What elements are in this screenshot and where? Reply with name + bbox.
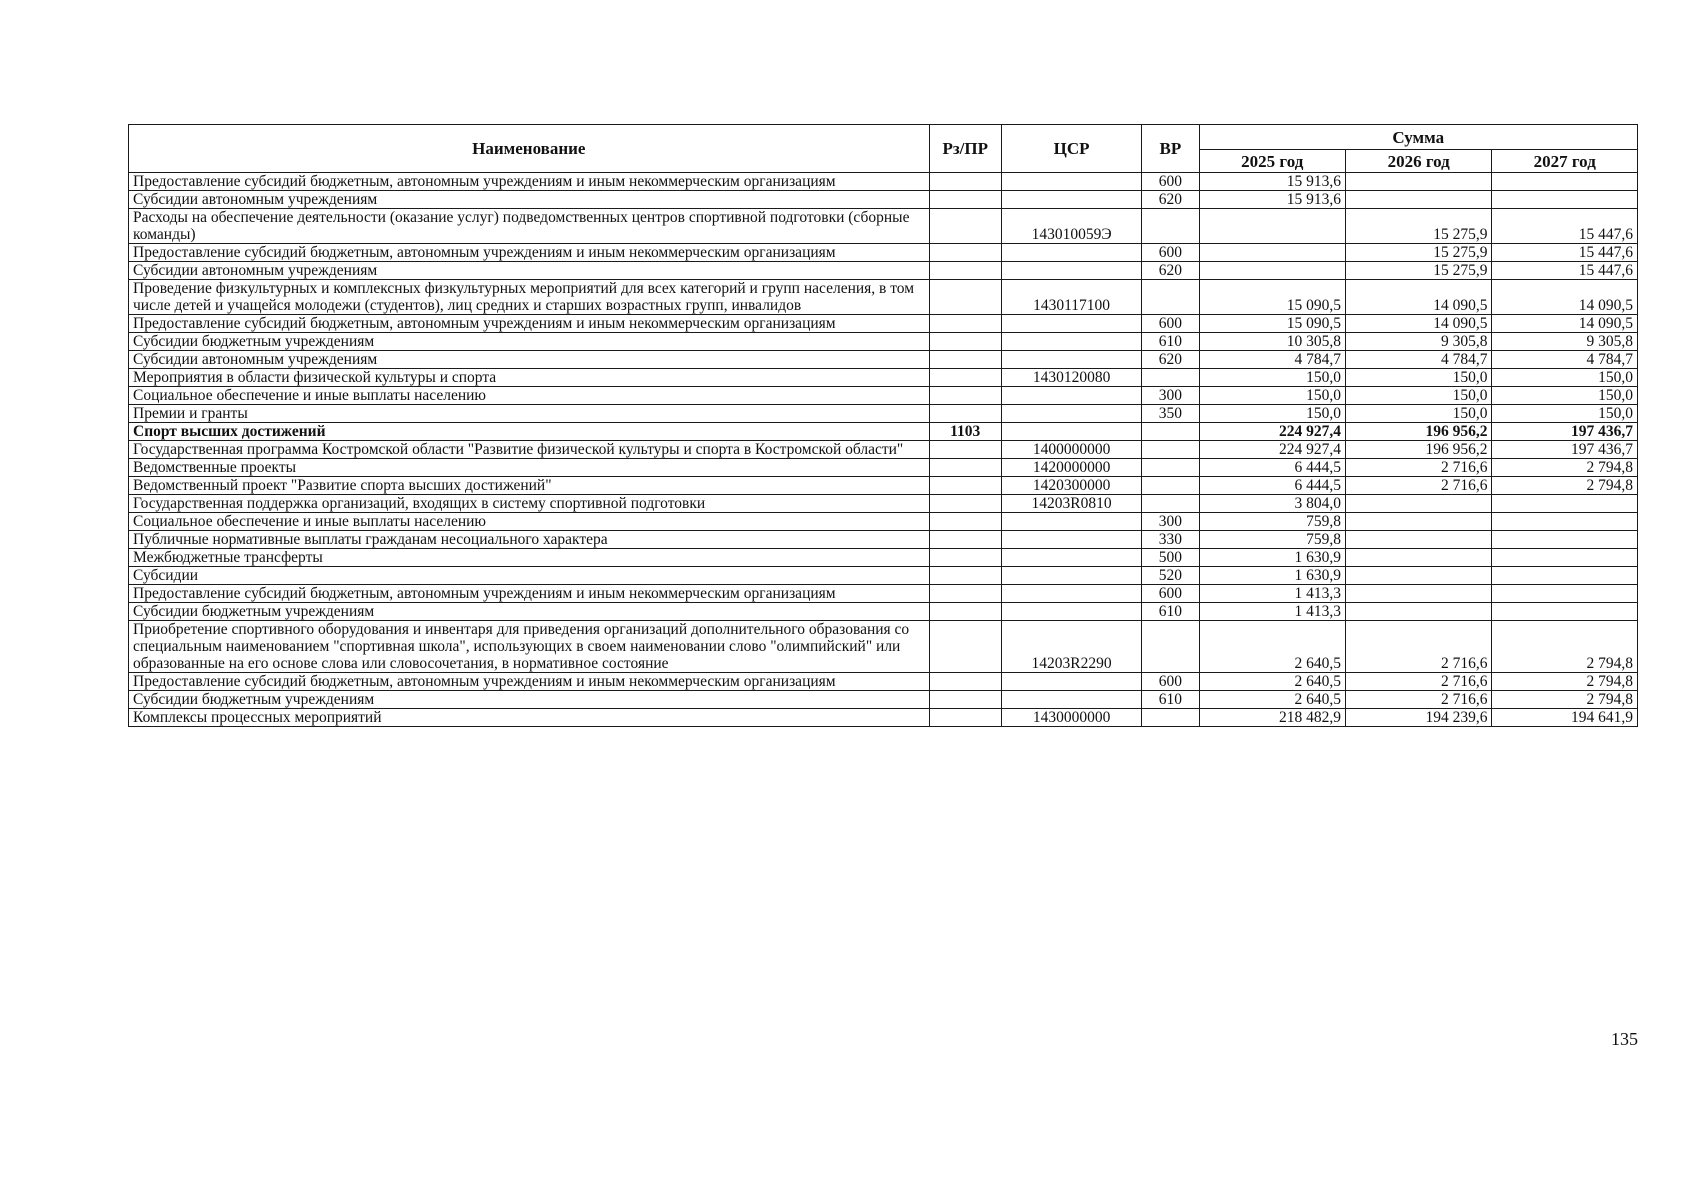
header-sum: Сумма [1199, 125, 1638, 150]
row-name: Субсидии бюджетным учреждениям [129, 333, 930, 351]
row-csr [1001, 387, 1141, 405]
table-row [129, 495, 1638, 513]
row-csr: 1420000000 [1001, 459, 1141, 477]
row-sum-2027: 4 784,7 [1492, 351, 1638, 369]
row-csr [1001, 691, 1141, 709]
row-sum-2027: 15 447,6 [1492, 209, 1638, 244]
table-row [129, 549, 1638, 567]
row-csr: 1430000000 [1001, 709, 1141, 727]
row-csr [1001, 173, 1141, 191]
row-sum-2027: 2 794,8 [1492, 477, 1638, 495]
row-csr: 1430120080 [1001, 369, 1141, 387]
row-sum-2025: 2 640,5 [1199, 691, 1345, 709]
table-header [129, 125, 1638, 173]
row-name: Субсидии автономным учреждениям [129, 262, 930, 280]
row-name: Субсидии бюджетным учреждениям [129, 603, 930, 621]
table-row [129, 441, 1638, 459]
row-rz-pr [929, 280, 1001, 315]
row-sum-2027: 15 447,6 [1492, 244, 1638, 262]
row-sum-2027: 9 305,8 [1492, 333, 1638, 351]
table-row [129, 191, 1638, 209]
header-vr: ВР [1142, 125, 1199, 173]
row-csr: 14203R2290 [1001, 621, 1141, 673]
row-name: Субсидии бюджетным учреждениям [129, 691, 930, 709]
row-sum-2026 [1345, 549, 1491, 567]
row-rz-pr [929, 531, 1001, 549]
row-name: Субсидии автономным учреждениям [129, 351, 930, 369]
row-sum-2026: 150,0 [1345, 369, 1491, 387]
row-csr [1001, 585, 1141, 603]
row-sum-2025: 6 444,5 [1199, 459, 1345, 477]
table-row [129, 351, 1638, 369]
row-vr: 600 [1142, 585, 1199, 603]
row-csr [1001, 423, 1141, 441]
header-rz-pr: Рз/ПР [929, 125, 1001, 173]
row-sum-2025: 759,8 [1199, 531, 1345, 549]
row-sum-2027: 2 794,8 [1492, 459, 1638, 477]
row-sum-2025: 3 804,0 [1199, 495, 1345, 513]
table-row [129, 244, 1638, 262]
row-vr: 610 [1142, 691, 1199, 709]
row-rz-pr [929, 513, 1001, 531]
table-row [129, 513, 1638, 531]
row-sum-2027: 194 641,9 [1492, 709, 1638, 727]
row-vr [1142, 621, 1199, 673]
row-name: Комплексы процессных мероприятий [129, 709, 930, 727]
page-number: 135 [1611, 1029, 1638, 1049]
table-row [129, 333, 1638, 351]
table-row [129, 459, 1638, 477]
row-vr: 600 [1142, 315, 1199, 333]
row-sum-2025: 4 784,7 [1199, 351, 1345, 369]
row-sum-2025: 224 927,4 [1199, 423, 1345, 441]
row-csr: 14203R0810 [1001, 495, 1141, 513]
row-sum-2025 [1199, 262, 1345, 280]
row-name: Государственная программа Костромской области "Развитие физической культуры и спорта в Костромской области" [129, 441, 930, 459]
row-sum-2027: 197 436,7 [1492, 441, 1638, 459]
row-name: Межбюджетные трансферты [129, 549, 930, 567]
table-row [129, 387, 1638, 405]
row-csr [1001, 405, 1141, 423]
row-rz-pr [929, 387, 1001, 405]
table-row [129, 585, 1638, 603]
row-vr: 600 [1142, 673, 1199, 691]
row-vr: 620 [1142, 351, 1199, 369]
row-csr [1001, 673, 1141, 691]
table-row [129, 531, 1638, 549]
row-vr [1142, 495, 1199, 513]
table-row [129, 673, 1638, 691]
row-sum-2027: 150,0 [1492, 369, 1638, 387]
row-name: Мероприятия в области физической культуры и спорта [129, 369, 930, 387]
row-name: Ведомственные проекты [129, 459, 930, 477]
table-row [129, 209, 1638, 244]
table-row [129, 567, 1638, 585]
row-rz-pr [929, 621, 1001, 673]
row-vr: 620 [1142, 262, 1199, 280]
row-name: Ведомственный проект "Развитие спорта высших достижений" [129, 477, 930, 495]
row-sum-2026: 196 956,2 [1345, 423, 1491, 441]
row-name: Субсидии автономным учреждениям [129, 191, 930, 209]
row-vr [1142, 459, 1199, 477]
row-sum-2027: 2 794,8 [1492, 621, 1638, 673]
row-rz-pr: 1103 [929, 423, 1001, 441]
row-vr: 350 [1142, 405, 1199, 423]
header-year-2025: 2025 год [1199, 150, 1345, 173]
row-rz-pr [929, 351, 1001, 369]
row-vr [1142, 441, 1199, 459]
row-sum-2025: 15 913,6 [1199, 173, 1345, 191]
header-year-2027: 2027 год [1492, 150, 1638, 173]
table-body [129, 173, 1638, 727]
row-rz-pr [929, 173, 1001, 191]
row-csr [1001, 531, 1141, 549]
row-name: Спорт высших достижений [129, 423, 930, 441]
row-rz-pr [929, 477, 1001, 495]
row-csr: 143010059Э [1001, 209, 1141, 244]
table-row [129, 369, 1638, 387]
row-name: Предоставление субсидий бюджетным, автономным учреждениям и иным некоммерческим организациям [129, 173, 930, 191]
row-sum-2025: 2 640,5 [1199, 621, 1345, 673]
row-sum-2026: 196 956,2 [1345, 441, 1491, 459]
row-sum-2026: 2 716,6 [1345, 621, 1491, 673]
row-rz-pr [929, 585, 1001, 603]
row-name: Предоставление субсидий бюджетным, автономным учреждениям и иным некоммерческим организациям [129, 315, 930, 333]
row-csr [1001, 567, 1141, 585]
row-csr [1001, 513, 1141, 531]
row-sum-2026: 14 090,5 [1345, 280, 1491, 315]
row-sum-2027 [1492, 173, 1638, 191]
row-sum-2025: 15 913,6 [1199, 191, 1345, 209]
row-sum-2027 [1492, 513, 1638, 531]
row-sum-2026: 15 275,9 [1345, 244, 1491, 262]
row-sum-2027 [1492, 603, 1638, 621]
row-name: Проведение физкультурных и комплексных физкультурных мероприятий для всех категорий и групп населения, в том числе детей и учащейся молодежи (студентов), лиц средних и старших возрастных групп, инвалидов [129, 280, 930, 315]
row-sum-2027: 150,0 [1492, 387, 1638, 405]
row-sum-2025: 218 482,9 [1199, 709, 1345, 727]
row-csr [1001, 549, 1141, 567]
row-sum-2025: 15 090,5 [1199, 280, 1345, 315]
table-row [129, 621, 1638, 673]
header-csr: ЦСР [1001, 125, 1141, 173]
row-sum-2027: 2 794,8 [1492, 673, 1638, 691]
row-sum-2025: 1 630,9 [1199, 549, 1345, 567]
row-sum-2026: 4 784,7 [1345, 351, 1491, 369]
row-name: Расходы на обеспечение деятельности (оказание услуг) подведомственных центров спортивной подготовки (сборные команды) [129, 209, 930, 244]
row-csr: 1430117100 [1001, 280, 1141, 315]
row-sum-2026 [1345, 567, 1491, 585]
row-name: Субсидии [129, 567, 930, 585]
row-sum-2027 [1492, 567, 1638, 585]
row-rz-pr [929, 459, 1001, 477]
row-sum-2025: 10 305,8 [1199, 333, 1345, 351]
row-sum-2025: 759,8 [1199, 513, 1345, 531]
row-sum-2027 [1492, 191, 1638, 209]
table-row [129, 262, 1638, 280]
row-vr [1142, 209, 1199, 244]
row-name: Социальное обеспечение и иные выплаты населению [129, 387, 930, 405]
row-sum-2025: 6 444,5 [1199, 477, 1345, 495]
row-sum-2026 [1345, 531, 1491, 549]
row-csr: 1400000000 [1001, 441, 1141, 459]
row-vr [1142, 709, 1199, 727]
row-vr: 330 [1142, 531, 1199, 549]
row-sum-2025: 150,0 [1199, 369, 1345, 387]
row-name: Предоставление субсидий бюджетным, автономным учреждениям и иным некоммерческим организациям [129, 585, 930, 603]
row-rz-pr [929, 441, 1001, 459]
row-rz-pr [929, 369, 1001, 387]
header-year-2026: 2026 год [1345, 150, 1491, 173]
row-name: Приобретение спортивного оборудования и инвентаря для приведения организаций дополнительного образования со специальным наименованием "спортивная школа", использующих в своем наименовании слово "олимпийский" или образованные на его основе слова или словосочетания, в нормативное состояние [129, 621, 930, 673]
row-sum-2027: 15 447,6 [1492, 262, 1638, 280]
table-row [129, 709, 1638, 727]
row-sum-2026 [1345, 495, 1491, 513]
row-sum-2026 [1345, 173, 1491, 191]
row-vr: 300 [1142, 387, 1199, 405]
table-row [129, 173, 1638, 191]
row-vr: 520 [1142, 567, 1199, 585]
row-csr [1001, 333, 1141, 351]
row-sum-2027 [1492, 549, 1638, 567]
row-rz-pr [929, 549, 1001, 567]
row-sum-2026: 2 716,6 [1345, 691, 1491, 709]
row-sum-2025: 150,0 [1199, 387, 1345, 405]
row-rz-pr [929, 333, 1001, 351]
row-sum-2026: 194 239,6 [1345, 709, 1491, 727]
table-row [129, 477, 1638, 495]
row-sum-2025: 1 413,3 [1199, 603, 1345, 621]
row-csr [1001, 262, 1141, 280]
row-vr: 620 [1142, 191, 1199, 209]
row-csr [1001, 191, 1141, 209]
row-name: Премии и гранты [129, 405, 930, 423]
row-sum-2026: 2 716,6 [1345, 673, 1491, 691]
row-sum-2026: 150,0 [1345, 405, 1491, 423]
row-sum-2025: 224 927,4 [1199, 441, 1345, 459]
row-sum-2026: 9 305,8 [1345, 333, 1491, 351]
row-rz-pr [929, 567, 1001, 585]
row-sum-2027: 2 794,8 [1492, 691, 1638, 709]
row-csr [1001, 244, 1141, 262]
row-vr: 610 [1142, 333, 1199, 351]
row-name: Государственная поддержка организаций, входящих в систему спортивной подготовки [129, 495, 930, 513]
row-sum-2025: 1 413,3 [1199, 585, 1345, 603]
row-csr: 1420300000 [1001, 477, 1141, 495]
row-sum-2026: 2 716,6 [1345, 459, 1491, 477]
row-name: Публичные нормативные выплаты гражданам несоциального характера [129, 531, 930, 549]
row-vr: 500 [1142, 549, 1199, 567]
row-name: Социальное обеспечение и иные выплаты населению [129, 513, 930, 531]
row-vr [1142, 423, 1199, 441]
row-sum-2027: 150,0 [1492, 405, 1638, 423]
row-sum-2026 [1345, 513, 1491, 531]
table-row [129, 603, 1638, 621]
row-csr [1001, 315, 1141, 333]
row-rz-pr [929, 603, 1001, 621]
row-rz-pr [929, 691, 1001, 709]
row-vr: 600 [1142, 244, 1199, 262]
row-rz-pr [929, 262, 1001, 280]
row-sum-2026 [1345, 603, 1491, 621]
row-csr [1001, 351, 1141, 369]
row-sum-2026 [1345, 191, 1491, 209]
row-sum-2027 [1492, 495, 1638, 513]
row-sum-2025 [1199, 244, 1345, 262]
row-rz-pr [929, 244, 1001, 262]
row-vr [1142, 280, 1199, 315]
row-vr: 610 [1142, 603, 1199, 621]
row-vr [1142, 369, 1199, 387]
row-sum-2026: 150,0 [1345, 387, 1491, 405]
row-name: Предоставление субсидий бюджетным, автономным учреждениям и иным некоммерческим организациям [129, 244, 930, 262]
row-sum-2027 [1492, 585, 1638, 603]
row-rz-pr [929, 191, 1001, 209]
row-sum-2026: 2 716,6 [1345, 477, 1491, 495]
row-sum-2027 [1492, 531, 1638, 549]
row-rz-pr [929, 209, 1001, 244]
row-vr: 300 [1142, 513, 1199, 531]
table-row [129, 423, 1638, 441]
row-sum-2027: 197 436,7 [1492, 423, 1638, 441]
row-sum-2027: 14 090,5 [1492, 315, 1638, 333]
table-row [129, 405, 1638, 423]
row-sum-2026: 15 275,9 [1345, 262, 1491, 280]
row-rz-pr [929, 315, 1001, 333]
row-sum-2025: 2 640,5 [1199, 673, 1345, 691]
row-sum-2025 [1199, 209, 1345, 244]
row-rz-pr [929, 405, 1001, 423]
row-vr [1142, 477, 1199, 495]
row-sum-2026 [1345, 585, 1491, 603]
table-row [129, 691, 1638, 709]
row-sum-2025: 150,0 [1199, 405, 1345, 423]
row-sum-2026: 14 090,5 [1345, 315, 1491, 333]
row-rz-pr [929, 709, 1001, 727]
row-name: Предоставление субсидий бюджетным, автономным учреждениям и иным некоммерческим организациям [129, 673, 930, 691]
row-sum-2025: 1 630,9 [1199, 567, 1345, 585]
budget-table [128, 124, 1638, 727]
row-rz-pr [929, 495, 1001, 513]
header-name: Наименование [129, 125, 930, 173]
table-row [129, 315, 1638, 333]
row-sum-2027: 14 090,5 [1492, 280, 1638, 315]
row-vr: 600 [1142, 173, 1199, 191]
row-sum-2025: 15 090,5 [1199, 315, 1345, 333]
row-sum-2026: 15 275,9 [1345, 209, 1491, 244]
table-row [129, 280, 1638, 315]
row-csr [1001, 603, 1141, 621]
row-rz-pr [929, 673, 1001, 691]
